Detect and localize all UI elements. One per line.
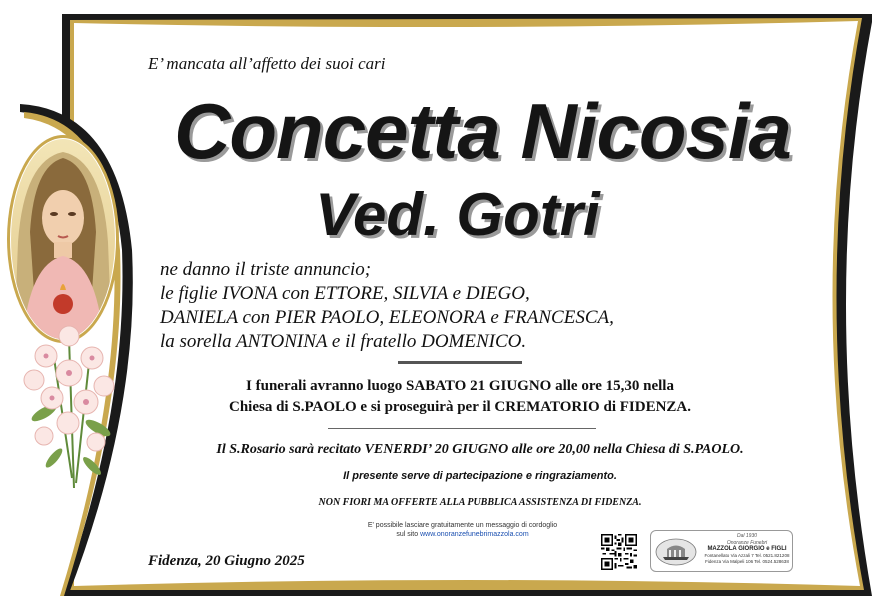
funeral-home-tagline: Onoranze Funebri: [726, 539, 768, 546]
funeral-home-address: Fidenza Via Malpeli 106 Tel. 0524.528638: [705, 559, 789, 564]
lily-bouquet-icon: [14, 318, 122, 493]
qr-code-icon[interactable]: [601, 534, 637, 570]
divider: [328, 428, 596, 429]
funeral-home-info: [701, 533, 793, 566]
funeral-details: [160, 376, 760, 418]
family-line: DANIELA con PIER PAOLO, ELEONORA e FRANCESCA,: [160, 307, 614, 328]
rosary-text: Il S.Rosario sarà recitato VENERDI’ 20 GIUGNO alle ore 20,00 nella Chiesa di S.PAOLO.: [216, 442, 744, 457]
family-line: la sorella ANTONINA e il fratello DOMENICO.: [160, 331, 527, 352]
funeral-home-logo[interactable]: [650, 530, 793, 572]
family-line: le figlie IVONA con ETTORE, SILVIA e DIEGO,: [160, 283, 530, 304]
thanks-text: Il presente serve di partecipazione e ringraziamento.: [343, 470, 617, 482]
funeral-line: I funerali avranno luogo SABATO 21 GIUGNO alle ore 15,30 nella: [246, 378, 674, 394]
family-line: ne danno il triste annuncio;: [160, 259, 372, 280]
funeral-home-name: MAZZOLA GIORGIO e FIGLI: [707, 546, 787, 552]
deceased-title: Ved. Gotri: [315, 181, 600, 248]
no-flowers-text: NON FIORI MA OFFERTE ALLA PUBBLICA ASSISTENZA DI FIDENZA.: [318, 497, 642, 508]
funeral-line: Chiesa di S.PAOLO e si proseguirà per il CREMATORIO di FIDENZA.: [229, 399, 691, 415]
family-announcement: [160, 258, 614, 354]
funeral-home-emblem-icon: [655, 537, 697, 567]
deceased-name: Concetta Nicosia: [174, 87, 791, 175]
condolence-line: E' possibile lasciare gratuitamente un messaggio di cordoglio: [367, 522, 558, 529]
funeral-home-address: Fontanellato Via Azzali 7 Tel. 0521.821208: [704, 552, 790, 558]
website-link[interactable]: www.onoranzefunebrimazzola.com: [420, 531, 529, 538]
divider: [398, 361, 522, 364]
place-date: Fidenza, 20 Giugno 2025: [148, 553, 305, 569]
intro-text: E’ mancata all’affetto dei suoi cari: [148, 54, 386, 73]
funeral-home-since: Dal 1930: [736, 533, 757, 539]
condolence-prefix: sul sito: [396, 531, 419, 538]
condolence-message: [330, 521, 595, 539]
condolence-site: [330, 530, 595, 539]
